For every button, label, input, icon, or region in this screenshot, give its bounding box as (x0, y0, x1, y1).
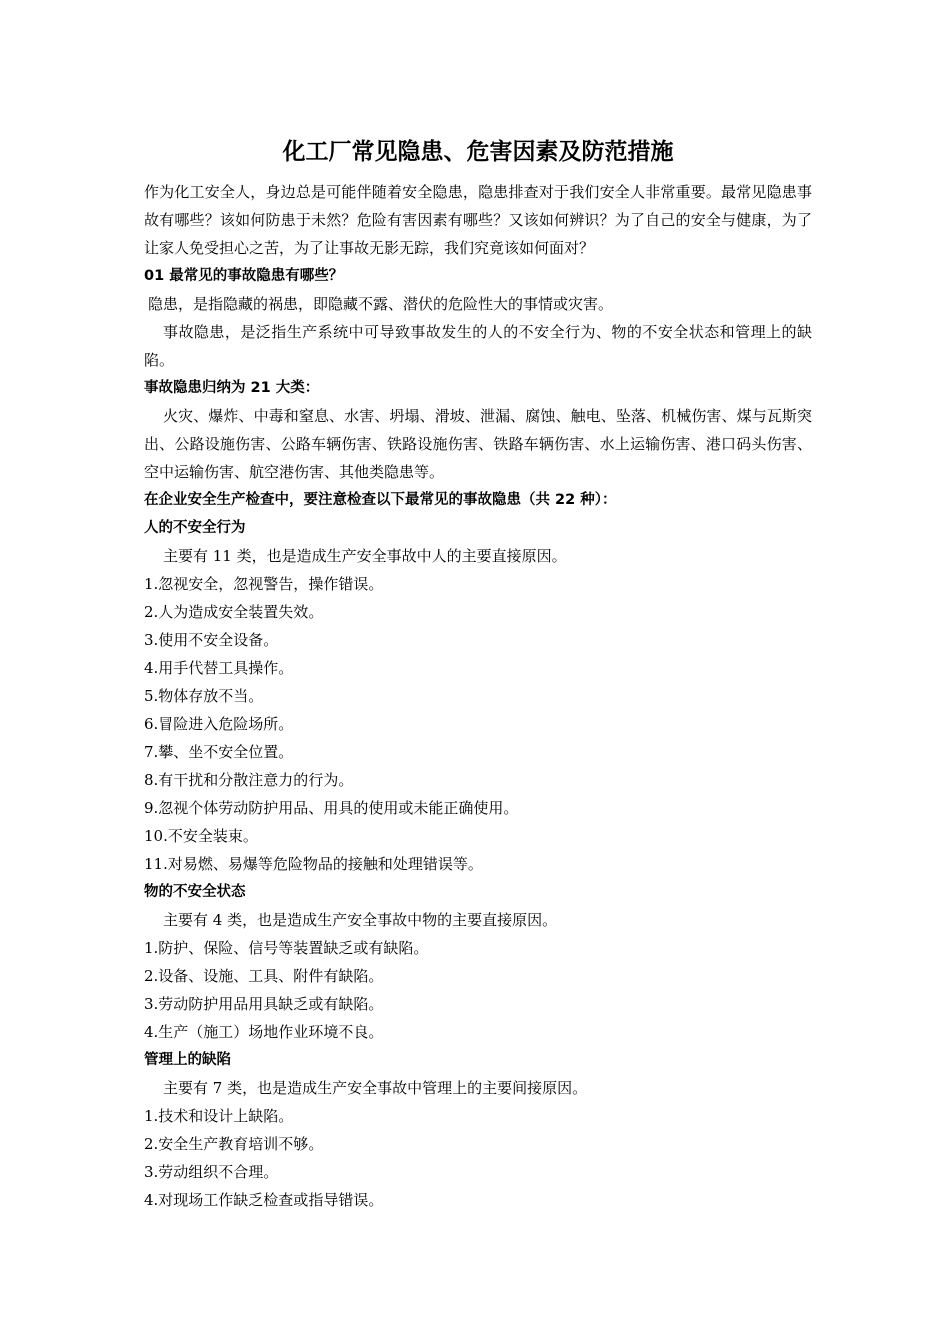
list-item: 9.忽视个体劳动防护用品、用具的使用或未能正确使用。 (144, 799, 519, 817)
list-item: 6.冒险进入危险场所。 (144, 715, 294, 733)
management-summary: 主要有 7 类，也是造成生产安全事故中管理上的主要间接原因。 (163, 1079, 588, 1097)
human-unsafe-behavior-heading: 人的不安全行为 (144, 520, 246, 536)
list-item: 2.人为造成安全装置失效。 (144, 603, 324, 621)
management-items-list (144, 1102, 812, 1214)
list-item: 3.使用不安全设备。 (144, 631, 279, 649)
list-item: 8.有干扰和分散注意力的行为。 (144, 771, 354, 789)
list-item: 4.对现场工作缺乏检查或指导错误。 (144, 1191, 384, 1209)
human-summary: 主要有 11 类，也是造成生产安全事故中人的主要直接原因。 (163, 547, 567, 565)
list-item: 1.技术和设计上缺陷。 (144, 1107, 294, 1125)
document-page (144, 132, 812, 1214)
list-item: 2.设备、设施、工具、附件有缺陷。 (144, 967, 384, 985)
object-items-list (144, 934, 812, 1046)
human-items-list (144, 570, 812, 878)
list-item: 7.攀、坐不安全位置。 (144, 743, 294, 761)
management-defects-heading: 管理上的缺陷 (144, 1052, 231, 1068)
list-item: 1.忽视安全，忽视警告，操作错误。 (144, 575, 384, 593)
list-item: 4.用手代替工具操作。 (144, 659, 294, 677)
list-item: 10.不安全装束。 (144, 827, 258, 845)
definition-hazard: 隐患，是指隐藏的祸患，即隐藏不露、潜伏的危险性大的事情或灾害。 (148, 295, 614, 313)
categories-paragraph: 火灾、爆炸、中毒和窒息、水害、坍塌、滑坡、泄漏、腐蚀、触电、坠落、机械伤害、煤与瓦斯突出、公路设施伤害、公路车辆伤害、铁路设施伤害、铁路车辆伤害、水上运输伤害、港口码头伤害、空中运输伤害、航空港伤害、其他类隐患等。 (144, 407, 812, 481)
section-heading-common-hazards: 01 最常见的事故隐患有哪些？ (144, 268, 344, 284)
list-item: 1.防护、保险、信号等装置缺乏或有缺陷。 (144, 939, 429, 957)
intro-paragraph: 作为化工安全人，身边总是可能伴随着安全隐患，隐患排查对于我们安全人非常重要。最常见隐患事故有哪些？该如何防患于未然？危险有害因素有哪些？又该如何辨识？为了自己的安全与健康，为了让家人免受担心之苦，为了让事故无影无踪，我们究竟该如何面对？ (144, 183, 812, 257)
list-item: 3.劳动防护用品用具缺乏或有缺陷。 (144, 995, 384, 1013)
definition-accident-hazard: 事故隐患，是泛指生产系统中可导致事故发生的人的不安全行为、物的不安全状态和管理上的缺陷。 (144, 323, 812, 369)
list-item: 5.物体存放不当。 (144, 687, 264, 705)
inspection-heading: 在企业安全生产检查中，要注意检查以下最常见的事故隐患（共 22 种）： (144, 492, 617, 508)
list-item: 4.生产（施工）场地作业环境不良。 (144, 1023, 384, 1041)
list-item: 2.安全生产教育培训不够。 (144, 1135, 324, 1153)
list-item: 3.劳动组织不合理。 (144, 1163, 279, 1181)
object-summary: 主要有 4 类，也是造成生产安全事故中物的主要直接原因。 (163, 911, 558, 929)
list-item: 11.对易燃、易爆等危险物品的接触和处理错误等。 (144, 855, 483, 873)
categories-heading: 事故隐患归纳为 21 大类： (144, 380, 320, 396)
document-title: 化工厂常见隐患、危害因素及防范措施 (282, 139, 674, 165)
object-unsafe-state-heading: 物的不安全状态 (144, 884, 246, 900)
